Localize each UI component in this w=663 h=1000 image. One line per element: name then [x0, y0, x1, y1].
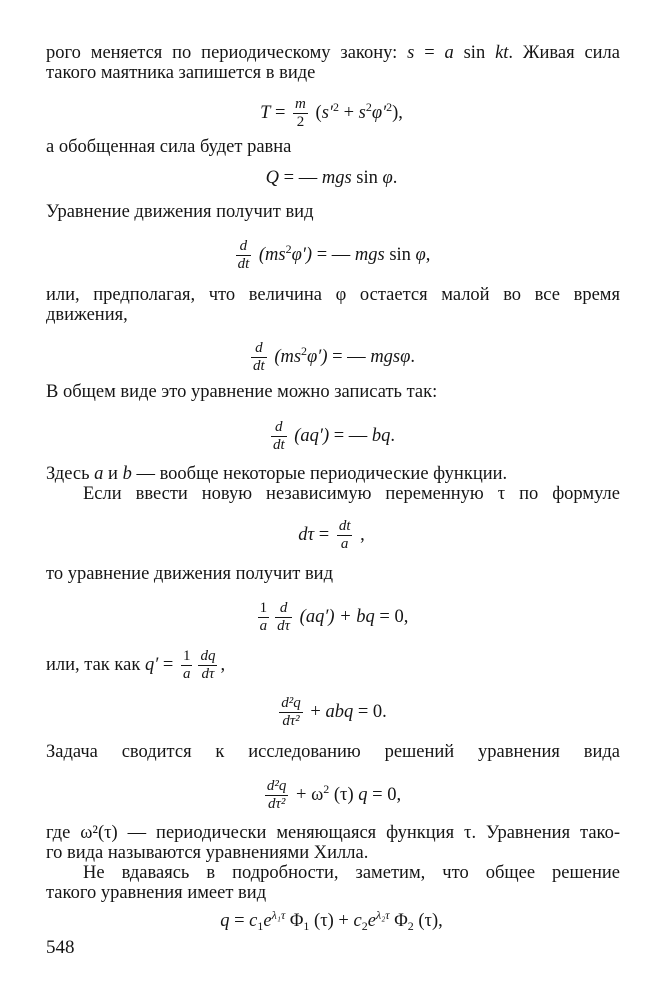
- equation-second-order: [0, 695, 663, 730]
- math: = 0.: [353, 701, 387, 722]
- paragraph-line: [46, 648, 620, 683]
- fraction: [271, 419, 287, 454]
- math: 2: [361, 919, 368, 933]
- text: — вообще некоторые периодические функции.: [131, 464, 508, 484]
- paragraph-line: движения,: [46, 305, 128, 325]
- math: = 0,: [374, 606, 409, 627]
- math: Φ: [285, 911, 304, 931]
- denominator: dt: [253, 358, 265, 374]
- math: .: [390, 425, 396, 446]
- math: φ: [415, 244, 426, 265]
- math: Q: [265, 168, 280, 188]
- fraction: [251, 340, 267, 375]
- math: (: [310, 102, 322, 123]
- math: (τ) +: [309, 911, 354, 931]
- equation-generalized-force: [0, 167, 663, 189]
- math: e: [263, 911, 272, 931]
- numerator: m: [295, 96, 306, 112]
- fraction: [275, 600, 292, 635]
- math: = 0,: [367, 784, 402, 805]
- fraction: [258, 600, 270, 635]
- equation-new-variable: [0, 518, 663, 553]
- paragraph-line: В общем виде это уравнение можно записать так:: [46, 382, 438, 402]
- paragraph-line: Не вдаваясь в подробности, заметим, что общее решение: [83, 863, 620, 883]
- math: mgs: [354, 244, 385, 265]
- text: Здесь: [46, 464, 95, 484]
- math: 2: [323, 781, 330, 796]
- equation-general-solution: [0, 910, 663, 932]
- math: ,: [220, 654, 226, 675]
- numerator: d: [275, 600, 292, 618]
- math: (ms: [269, 346, 302, 367]
- math: b: [122, 464, 132, 484]
- text: или, так как: [46, 654, 145, 675]
- math: sin: [351, 168, 383, 188]
- denominator: dτ: [277, 618, 291, 634]
- paragraph-line: или, предполагая, что величина φ остается малой во все время: [46, 285, 620, 305]
- denominator: 2: [296, 114, 305, 130]
- math: ,: [355, 524, 365, 545]
- math: Φ: [389, 911, 408, 931]
- math: e: [367, 911, 376, 931]
- equation-kinetic-energy: [0, 96, 663, 131]
- math: a: [94, 464, 104, 484]
- math: +: [305, 701, 326, 722]
- page-number: 548: [46, 937, 75, 958]
- math: q′: [144, 654, 159, 675]
- math: = —: [329, 425, 372, 446]
- fraction: [337, 518, 353, 553]
- paragraph-line: такого маятника запишется в виде: [46, 63, 316, 83]
- math: +: [338, 102, 359, 123]
- math: 2: [365, 99, 372, 114]
- text: . Живая сила: [508, 43, 621, 63]
- math: T: [260, 102, 271, 123]
- math: (aq′): [289, 425, 330, 446]
- equation-hill-type: [0, 778, 663, 813]
- paragraph-line: такого уравнения имеет вид: [46, 883, 267, 903]
- math: =: [158, 654, 178, 675]
- paragraph-line: Задача сводится к исследованию решений уравнения вида: [46, 742, 620, 762]
- denominator: dt: [272, 437, 285, 453]
- math: .: [392, 168, 398, 188]
- math: λ₁τ: [271, 908, 286, 922]
- fraction: [279, 695, 303, 730]
- denominator: a: [182, 666, 191, 682]
- math: bq: [371, 425, 391, 446]
- math: q: [220, 911, 230, 931]
- math: dτ: [298, 524, 315, 545]
- math: φ′: [371, 102, 387, 123]
- math: a: [444, 43, 454, 63]
- equation-transformed: [0, 600, 663, 635]
- paragraph-line: Если ввести новую независимую переменную τ по формуле: [83, 484, 620, 504]
- math: =: [414, 43, 445, 63]
- numerator: dq: [200, 648, 216, 664]
- fraction: [265, 778, 289, 813]
- paragraph-line: то уравнение движения получит вид: [46, 564, 333, 584]
- math: mgsφ: [370, 346, 411, 367]
- denominator: dτ²: [267, 796, 286, 812]
- numerator: d: [271, 419, 287, 437]
- math: 1: [257, 919, 264, 933]
- fraction: [198, 648, 217, 683]
- math: ),: [392, 102, 403, 123]
- math: s′: [321, 102, 333, 123]
- denominator: dτ: [201, 666, 215, 682]
- numerator: dt: [338, 518, 351, 534]
- math: ,: [425, 244, 431, 265]
- math: =: [314, 524, 334, 545]
- text: рого меняется по периодическому закону:: [46, 43, 398, 63]
- math: = —: [279, 168, 322, 188]
- math: (aq′) +: [295, 606, 357, 627]
- math: sin: [453, 43, 496, 63]
- math: 2: [407, 919, 414, 933]
- paragraph-line: [46, 42, 620, 64]
- math: kt: [495, 43, 509, 63]
- equation-motion: [0, 238, 663, 273]
- math: c: [353, 911, 362, 931]
- math: =: [229, 911, 250, 931]
- math: abq: [325, 701, 354, 722]
- math: 1: [303, 919, 310, 933]
- paragraph-line: а обобщенная сила будет равна: [46, 137, 292, 157]
- numerator: d: [251, 340, 267, 358]
- math: s: [407, 43, 415, 63]
- equation-small-angle: [0, 340, 663, 375]
- math: φ′): [291, 244, 313, 265]
- math: 2: [285, 241, 292, 256]
- math: = —: [312, 244, 355, 265]
- fraction: [181, 648, 193, 683]
- equation-general-form: [0, 419, 663, 454]
- math: sin: [384, 244, 416, 265]
- denominator: a: [259, 618, 268, 634]
- math: (τ): [329, 784, 359, 805]
- math: s: [358, 102, 366, 123]
- math: =: [270, 102, 291, 123]
- math: (ms: [254, 244, 286, 265]
- denominator: a: [340, 536, 349, 552]
- numerator: 1: [259, 600, 268, 616]
- fraction: [293, 96, 308, 131]
- math: 2: [301, 343, 308, 358]
- fraction: [236, 238, 252, 273]
- denominator: dτ²: [282, 713, 300, 729]
- math: + ω: [291, 784, 324, 805]
- denominator: dt: [237, 256, 250, 272]
- math: 2: [332, 99, 339, 114]
- math: 2: [386, 99, 393, 114]
- numerator: d: [236, 238, 252, 256]
- math: q: [358, 784, 368, 805]
- paragraph-line: го вида называются уравнениями Хилла.: [46, 843, 369, 863]
- numerator: 1: [182, 648, 191, 664]
- math: = —: [327, 346, 371, 367]
- numerator: d²q: [266, 778, 287, 794]
- paragraph-line: где ω²(τ) — периодически меняющаяся функция τ. Уравнения тако-: [46, 823, 620, 843]
- math: (τ),: [413, 911, 443, 931]
- math: c: [249, 911, 258, 931]
- math: .: [410, 346, 415, 367]
- math: bq: [356, 606, 375, 627]
- paragraph-line: Уравнение движения получит вид: [46, 202, 314, 222]
- math: φ′): [307, 346, 328, 367]
- math: mgs: [321, 168, 352, 188]
- paragraph-line: [46, 463, 620, 485]
- math: φ: [382, 168, 393, 188]
- text: и: [103, 464, 123, 484]
- math: λ₂τ: [375, 908, 390, 922]
- numerator: d²q: [281, 695, 301, 711]
